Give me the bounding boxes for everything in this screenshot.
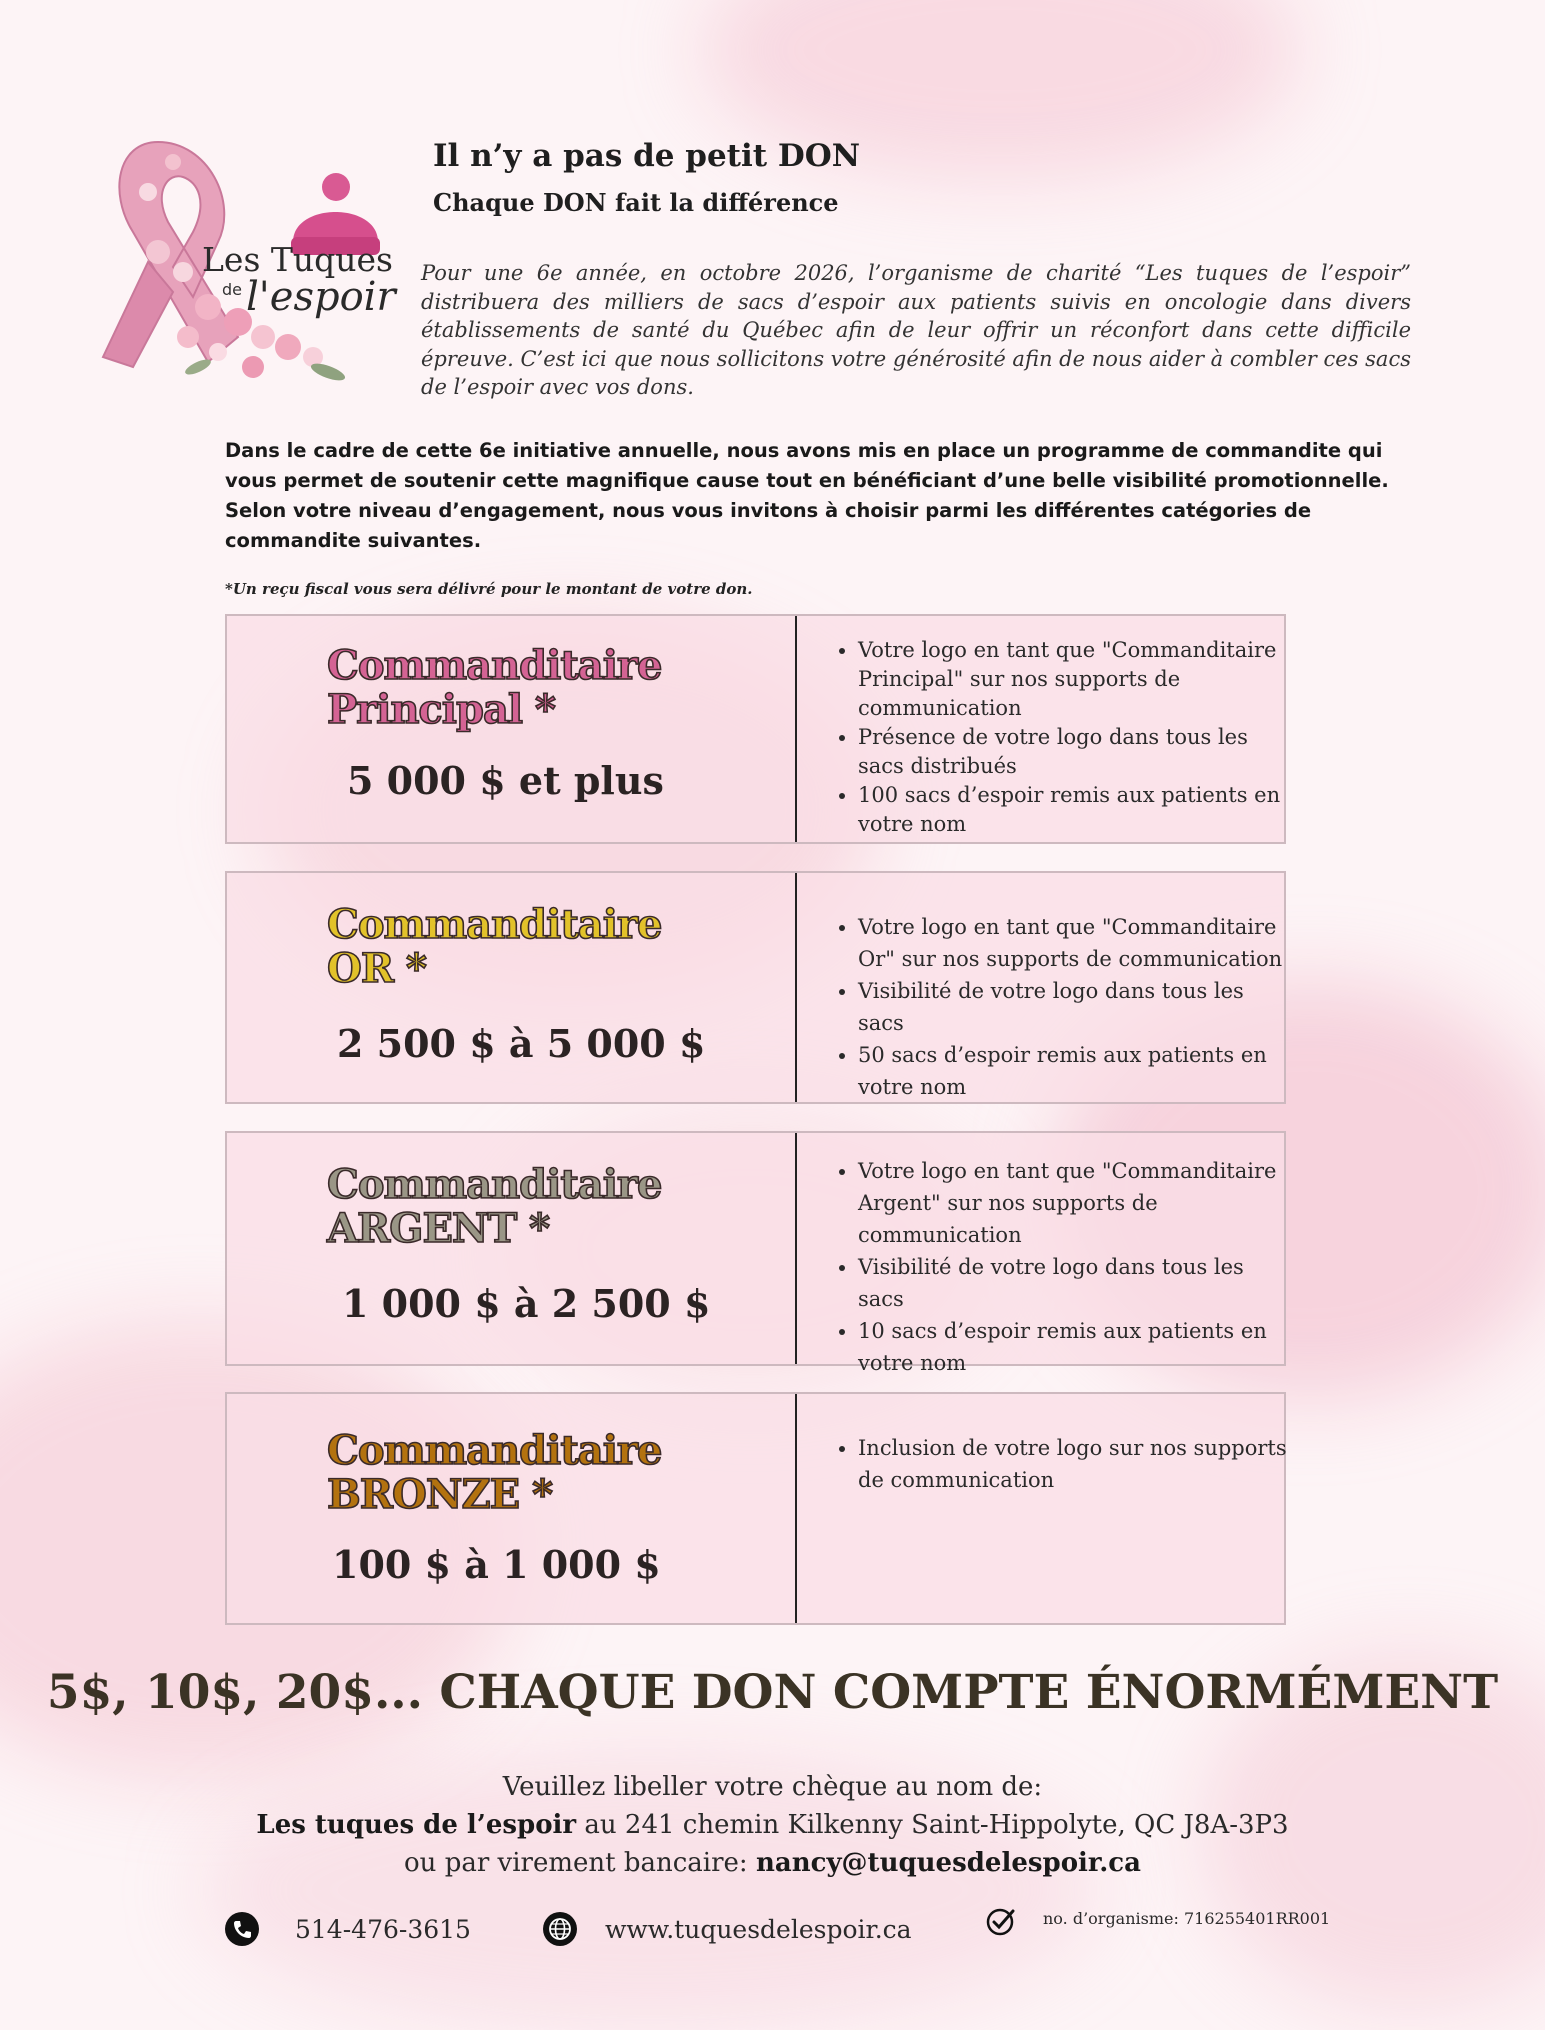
benefit-item: • Inclusion de votre logo sur nos supports de communication [858,1432,1288,1496]
tier-benefits [822,636,1288,839]
globe-icon [543,1912,577,1946]
tier-benefits [822,911,1288,1103]
tier-name [327,644,661,732]
contact-website[interactable] [543,1912,912,1946]
divider [795,873,797,1102]
sponsor-tier-or [225,871,1286,1104]
tier-name-line: OR * [327,945,426,992]
program-paragraph [225,436,1415,556]
email-link[interactable]: nancy@tuquesdelespoir.ca [755,1848,1141,1878]
benefit-item: • Visibilité de votre logo dans tous les sacs [858,1251,1288,1315]
tier-name-line: Commanditaire [327,1161,662,1208]
benefit-item: • Visibilité de votre logo dans tous les sacs [858,975,1288,1039]
benefit-item: • 100 sacs d’espoir remis aux patients en votre nom [858,781,1288,839]
tier-benefits [822,1155,1288,1379]
logo-text: l'espoir [246,274,396,320]
phone-number: 514-476-3615 [295,1914,471,1944]
phone-icon [225,1912,259,1946]
tier-name [327,1429,661,1517]
org-name: Les tuques de l’espoir [256,1810,577,1840]
sponsor-tier-bronze [225,1392,1286,1625]
contact-phone[interactable] [225,1912,471,1946]
tier-benefits [822,1432,1288,1496]
logo-text: Les Tuques [202,240,393,279]
tier-name-line: Commanditaire [327,642,662,689]
program-line: Dans le cadre de cette 6e initiative annuelle, nous avons mis en place un programme de commandite qui vous permet de soutenir cette magnifique cause tout en bénéficiant d’une belle visibilité promotionnelle. [225,439,1389,492]
program-line: Selon votre niveau d’engagement, nous vous invitons à choisir parmi les différentes catégories de commandite suivantes. [225,499,1312,552]
divider [795,1394,797,1623]
sponsor-tier-principal [225,614,1286,844]
tier-name-line: ARGENT * [327,1205,550,1252]
benefit-item: • Votre logo en tant que "Commanditaire Argent" sur nos supports de communication [858,1155,1288,1251]
slogan: 5$, 10$, 20$... CHAQUE DON COMPTE ÉNORMÉMENT [46,1665,1499,1720]
contact-org-number [985,1906,1330,1938]
website-link: www.tuquesdelespoir.ca [605,1914,912,1944]
tier-name [327,903,661,991]
transfer-label: ou par virement bancaire: [404,1848,756,1878]
benefit-item: • 10 sacs d’espoir remis aux patients en votre nom [858,1315,1288,1379]
benefit-item: • Votre logo en tant que "Commanditaire Or" sur nos supports de communication [858,911,1288,975]
logo-text: de [222,280,242,299]
tier-name-line: Commanditaire [327,1427,662,1474]
tier-price: 100 $ à 1 000 $ [332,1542,661,1587]
benefit-item: • Présence de votre logo dans tous les sacs distribués [858,723,1288,781]
tier-name-line: Principal * [327,686,555,733]
tier-price: 1 000 $ à 2 500 $ [342,1281,711,1326]
divider [795,1133,797,1364]
org-number: no. d’organisme: 716255401RR001 [1043,1908,1331,1928]
benefit-item: • Votre logo en tant que "Commanditaire Principal" sur nos supports de communication [858,636,1288,723]
tier-name-line: Commanditaire [327,901,662,948]
payment-transfer [0,1848,1545,1878]
payment-instruction: Veuillez libeller votre chèque au nom de: [502,1772,1043,1802]
page-subtitle: Chaque DON fait la différence [433,188,839,217]
address: au 241 chemin Kilkenny Saint-Hippolyte, QC J8A-3P3 [576,1810,1289,1840]
benefit-item: • 50 sacs d’espoir remis aux patients en votre nom [858,1039,1288,1103]
tier-price: 5 000 $ et plus [347,758,664,803]
tier-name-line: BRONZE * [327,1471,552,1518]
verified-check-icon [985,1906,1017,1938]
tax-receipt-note: *Un reçu fiscal vous sera délivré pour le montant de votre don. [225,580,753,598]
divider [795,616,797,842]
logo [88,132,398,412]
sponsor-tier-argent [225,1131,1286,1375]
tier-price: 2 500 $ à 5 000 $ [337,1021,706,1066]
payment-address [0,1810,1545,1840]
tier-name [327,1163,661,1251]
intro-paragraph: Pour une 6e année, en octobre 2026, l’organisme de charité “Les tuques de l’espoir” distribuera des milliers de sacs d’espoir aux patients suivis en oncologie dans divers établissements de santé du Québec afin de leur offrir un réconfort dans cette difficile épreuve. C’est ici que nous sollicitons votre générosité afin de nous aider à combler ces sacs de l’espoir avec vos dons. [421,261,1411,399]
page-title: Il n’y a pas de petit DON [433,138,861,174]
